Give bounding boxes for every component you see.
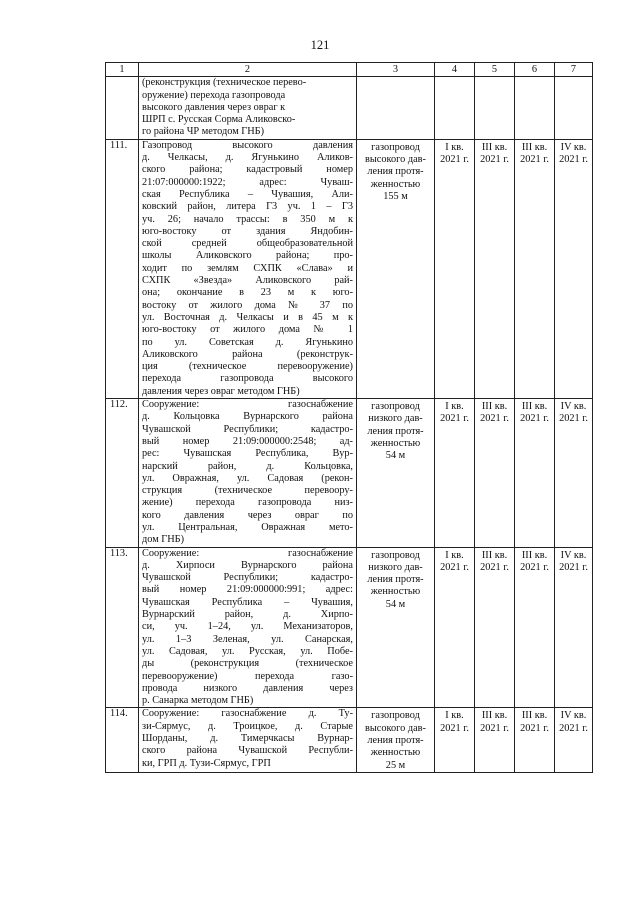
text-line: 54 м bbox=[385, 450, 406, 462]
quarter-cell bbox=[555, 547, 593, 708]
quarter-cell bbox=[435, 547, 475, 708]
text-line: низкого дав- bbox=[368, 413, 423, 425]
text-line: III кв. bbox=[521, 141, 548, 153]
description-line: оружение) перехода газопровода bbox=[142, 89, 286, 101]
table-row bbox=[106, 547, 593, 708]
text-line: IV кв. bbox=[560, 401, 587, 413]
text-line: перевооружение) перехода газо- bbox=[142, 670, 353, 682]
text-line: ления протя- bbox=[367, 574, 424, 586]
object-cell bbox=[357, 708, 435, 772]
quarter-cell bbox=[475, 77, 515, 139]
text-line: ской средней общеобразовательной bbox=[142, 238, 353, 250]
text-line: СХПК «Звезда» Аликовского рай- bbox=[142, 275, 353, 287]
text-line: по ул. Советская д. Ягунькино bbox=[142, 336, 353, 348]
text-line: 2021 г. bbox=[440, 722, 469, 734]
quarter-cell bbox=[555, 139, 593, 398]
text-line: ского района Чувашской Республи- bbox=[142, 745, 353, 757]
text-line: IV кв. bbox=[560, 141, 587, 153]
text-line: ления протя- bbox=[367, 735, 424, 747]
text-line: I кв. bbox=[445, 710, 464, 722]
text-line: ления протя- bbox=[367, 425, 424, 437]
text-line: Газопровод высокого давления bbox=[142, 139, 353, 151]
column-header: 6 bbox=[515, 63, 555, 77]
text-line: школы Аликовского района; про- bbox=[142, 250, 353, 262]
row-number-cell bbox=[106, 77, 139, 139]
quarter-cell bbox=[435, 139, 475, 398]
quarter-cell bbox=[515, 77, 555, 139]
text-line: 21:07:000000:1922; адрес: Чуваш- bbox=[142, 176, 353, 188]
table-row bbox=[106, 399, 593, 548]
text-line: 2021 г. bbox=[480, 722, 509, 734]
text-line: д. Хирпоси Вурнарского района bbox=[142, 559, 353, 571]
table-row bbox=[106, 708, 593, 772]
text-line: ления протя- bbox=[367, 166, 424, 178]
text-line: 2021 г. bbox=[520, 722, 549, 734]
text-line: Сооружение: газоснабжение bbox=[142, 399, 353, 411]
quarter-cell bbox=[475, 399, 515, 548]
text-line: д. Челкасы, д. Ягунькино Аликов- bbox=[142, 152, 353, 164]
text-line: Сооружение: газоснабжение д. Ту- bbox=[142, 708, 353, 720]
text-line: ул. 1–3 Зеленая, ул. Санарская, bbox=[142, 633, 353, 645]
text-line: газопровод bbox=[371, 401, 420, 413]
column-header: 7 bbox=[555, 63, 593, 77]
schedule-table bbox=[105, 62, 593, 773]
text-line: женностью bbox=[370, 178, 421, 190]
text-line: 2021 г. bbox=[480, 154, 509, 166]
quarter-cell bbox=[515, 708, 555, 772]
column-header: 3 bbox=[357, 63, 435, 77]
text-line: IV кв. bbox=[560, 710, 587, 722]
text-line: зи-Сярмус, д. Троицкое, д. Старые bbox=[142, 720, 353, 732]
quarter-cell bbox=[475, 139, 515, 398]
text-line: д. Кольцовка Вурнарского района bbox=[142, 411, 353, 423]
description-cell bbox=[139, 399, 357, 548]
text-line: ки, ГРП д. Тузи-Сярмус, ГРП bbox=[142, 757, 271, 769]
text-line: ды (реконструкция (техническое bbox=[142, 658, 353, 670]
text-line: ул. Центральная, Овражная мето- bbox=[142, 521, 353, 533]
text-line: ул. Восточная д. Челкасы и в 45 м к bbox=[142, 311, 353, 323]
description-cell bbox=[139, 547, 357, 708]
page-number: 121 bbox=[310, 38, 330, 52]
quarter-cell bbox=[515, 139, 555, 398]
text-line: Сооружение: газоснабжение bbox=[142, 547, 353, 559]
row-number: 112. bbox=[106, 399, 139, 548]
text-line: III кв. bbox=[481, 549, 508, 561]
text-line: Вурнарский район, д. Хирпо- bbox=[142, 609, 353, 621]
text-line: дом ГНБ) bbox=[142, 534, 185, 546]
text-line: 2021 г. bbox=[520, 154, 549, 166]
quarter-cell bbox=[555, 708, 593, 772]
text-line: женностью bbox=[370, 586, 421, 598]
text-line: 2021 г. bbox=[559, 722, 588, 734]
text-line: 2021 г. bbox=[480, 413, 509, 425]
quarter-cell bbox=[475, 708, 515, 772]
column-header: 1 bbox=[106, 63, 139, 77]
text-line: ходит по землям СХПК «Слава» и bbox=[142, 262, 353, 274]
text-line: женностью bbox=[370, 747, 421, 759]
text-line: ская Республика – Чувашия, Али- bbox=[142, 188, 353, 200]
text-line: 2021 г. bbox=[440, 413, 469, 425]
text-line: III кв. bbox=[481, 141, 508, 153]
description-line: го района ЧР методом ГНБ) bbox=[142, 126, 265, 138]
text-line: 25 м bbox=[385, 759, 406, 771]
quarter-cell bbox=[515, 399, 555, 548]
description-cell bbox=[139, 708, 357, 772]
object-cell bbox=[357, 399, 435, 548]
text-line: ул. Овражная, ул. Садовая (рекон- bbox=[142, 472, 353, 484]
text-line: высокого дав- bbox=[365, 722, 426, 734]
quarter-cell bbox=[435, 77, 475, 139]
object-cell bbox=[357, 139, 435, 398]
text-line: III кв. bbox=[521, 549, 548, 561]
text-line: ул. Садовая, ул. Русская, ул. Побе- bbox=[142, 645, 353, 657]
column-header: 5 bbox=[475, 63, 515, 77]
text-line: 2021 г. bbox=[440, 561, 469, 573]
text-line: Шорданы, д. Тимерчкасы Вурнар- bbox=[142, 733, 353, 745]
row-number: 113. bbox=[106, 547, 139, 708]
column-header: 2 bbox=[139, 63, 357, 77]
description-cell bbox=[139, 139, 357, 398]
text-line: нарский район, д. Кольцовка, bbox=[142, 460, 353, 472]
text-line: женностью bbox=[370, 437, 421, 449]
text-line: 2021 г. bbox=[559, 561, 588, 573]
row-number: 111. bbox=[106, 139, 139, 398]
text-line: III кв. bbox=[481, 710, 508, 722]
text-line: газопровод bbox=[371, 549, 420, 561]
text-line: высокого дав- bbox=[365, 154, 426, 166]
continuation-row bbox=[106, 77, 593, 139]
text-line: юго-востоку от здания Яндобин- bbox=[142, 225, 353, 237]
text-line: уч. 26; начало трассы: в 350 м к bbox=[142, 213, 353, 225]
text-line: Чувашская Республика – Чувашия, bbox=[142, 596, 353, 608]
text-line: ского района; кадастровый номер bbox=[142, 164, 353, 176]
text-line: рес: Чувашская Республика, Вур- bbox=[142, 448, 353, 460]
object-cell bbox=[357, 547, 435, 708]
description-cell bbox=[139, 77, 357, 139]
text-line: Аликовского района (реконструк- bbox=[142, 348, 353, 360]
text-line: 2021 г. bbox=[480, 561, 509, 573]
text-line: Чувашской Республики; кадастро- bbox=[142, 423, 353, 435]
text-line: газопровод bbox=[371, 710, 420, 722]
quarter-cell bbox=[555, 77, 593, 139]
text-line: р. Санарка методом ГНБ) bbox=[142, 695, 254, 707]
text-line: 2021 г. bbox=[520, 413, 549, 425]
text-line: 2021 г. bbox=[559, 154, 588, 166]
description-line: (реконструкция (техническое перево- bbox=[142, 77, 307, 89]
text-line: III кв. bbox=[521, 401, 548, 413]
column-header-row bbox=[106, 63, 593, 77]
text-line: давления через овраг методом ГНБ) bbox=[142, 385, 300, 397]
text-line: она; окончание в 23 м к юго- bbox=[142, 287, 353, 299]
description-line: ШРП с. Русская Сорма Аликовско- bbox=[142, 114, 296, 126]
text-line: 155 м bbox=[383, 190, 408, 202]
text-line: жение) перехода газопровода низ- bbox=[142, 497, 353, 509]
text-line: 2021 г. bbox=[559, 413, 588, 425]
text-line: востоку от жилого дома № 37 по bbox=[142, 299, 353, 311]
table-row bbox=[106, 139, 593, 398]
text-line: 2021 г. bbox=[520, 561, 549, 573]
object-cell bbox=[357, 77, 435, 139]
text-line: ция (техническое перевооружение) bbox=[142, 361, 353, 373]
text-line: кого давления через овраг по bbox=[142, 509, 353, 521]
text-line: I кв. bbox=[445, 401, 464, 413]
text-line: юго-востоку от жилого дома № 1 bbox=[142, 324, 353, 336]
quarter-cell bbox=[435, 708, 475, 772]
text-line: 2021 г. bbox=[440, 154, 469, 166]
text-line: III кв. bbox=[481, 401, 508, 413]
text-line: вый номер 21:09:000000:991; адрес: bbox=[142, 584, 353, 596]
text-line: 54 м bbox=[385, 598, 406, 610]
text-line: Чувашской Республики; кадастро- bbox=[142, 572, 353, 584]
text-line: ковский район, литера Г3 уч. 1 – Г3 bbox=[142, 201, 353, 213]
text-line: вый номер 21:09:000000:2548; ад- bbox=[142, 435, 353, 447]
text-line: IV кв. bbox=[560, 549, 587, 561]
text-line: провода низкого давления через bbox=[142, 682, 353, 694]
text-line: газопровод bbox=[371, 141, 420, 153]
text-line: перехода газопровода высокого bbox=[142, 373, 353, 385]
quarter-cell bbox=[555, 399, 593, 548]
text-line: III кв. bbox=[521, 710, 548, 722]
text-line: струкция (техническое перевоору- bbox=[142, 485, 353, 497]
description-line: высокого давления через овраг к bbox=[142, 101, 286, 113]
quarter-cell bbox=[475, 547, 515, 708]
quarter-cell bbox=[435, 399, 475, 548]
text-line: I кв. bbox=[445, 141, 464, 153]
row-number: 114. bbox=[106, 708, 139, 772]
column-header: 4 bbox=[435, 63, 475, 77]
text-line: низкого дав- bbox=[368, 561, 423, 573]
quarter-cell bbox=[515, 547, 555, 708]
text-line: си, уч. 1–24, ул. Механизаторов, bbox=[142, 621, 353, 633]
text-line: I кв. bbox=[445, 549, 464, 561]
